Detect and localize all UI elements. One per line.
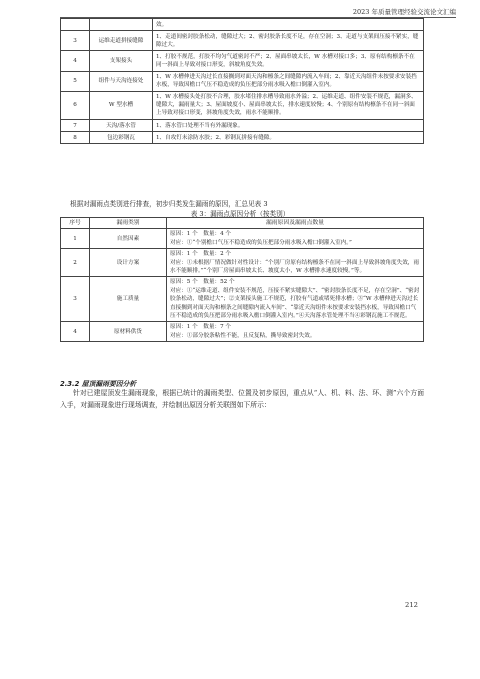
row-category (90, 19, 153, 31)
row-description: 1、W 水槽接头处打胶不合理，胶水堵住排水槽导致雨水外溢；2、运维走道、组件安装不规范，漏洞多、缝隙大，漏雨量大；3、屋面坡度小、屋面串坡太长，排水速度较慢；4、个别原有结构檩条不在同一斜面上导致对接口形变，斜坡角度失效，雨水不能顺排。 (153, 91, 424, 119)
table-caption: 表 3：漏雨点原因分析（按类别） (190, 210, 290, 218)
row-description: 1、W 水槽伸进天沟过长直接搁到对面天沟和檩条之间缝隙内流入车间；2、靠近天沟组件未按要求安装挡水板，导致因檐口气压不稳造成的负压把部分雨水吸入檐口倒灌入室内。 (153, 71, 424, 91)
table-row (61, 31, 424, 51)
table-row (61, 132, 424, 144)
page-header: 2023 年质量管理经验交流论文汇编 (352, 8, 456, 16)
row-index: 1 (61, 229, 90, 249)
header-index: 序号 (61, 218, 90, 229)
lead-paragraph: 根据对漏雨点类别进行排查，初步归类发生漏雨的原因，汇总见表 3 (70, 200, 268, 208)
row-category: 包边彩钢瓦 (90, 132, 153, 144)
row-description: 原因：1 个 数量：4 个 对应：①“个别檐口气压不稳造成的负压把部分雨水吸入檐口倒灌入室内。” (167, 229, 424, 249)
row-index: 3 (61, 277, 90, 322)
row-index: 8 (61, 132, 90, 144)
section-heading: 2.3.2 屋顶漏雨要因分析 (60, 380, 137, 388)
row-index: 7 (61, 120, 90, 132)
table-row (61, 277, 424, 322)
table-header-row (61, 218, 424, 229)
row-category: 运维走道拼接缝隙 (90, 31, 153, 51)
table-row (61, 120, 424, 132)
row-description: 效。 (153, 19, 424, 31)
header-category: 漏雨类别 (90, 218, 167, 229)
row-index: 3 (61, 31, 90, 51)
cause-analysis-table (60, 217, 424, 342)
table-row (61, 51, 424, 71)
row-category: 支架接头 (90, 51, 153, 71)
body-paragraph: 针对已建屋顶发生漏雨现象，根据已统计的漏雨类型、位置及初步原因，重点从“人、机、料、法、环、测”六个方面入手，对漏雨现象进行现场调查，并绘制出原因分析关联图如下所示： (60, 389, 424, 409)
row-description: 1、打胶不规范，打胶不均匀气道密封不严；2、屋面串坡太长，W 水槽对接口多；3、原有结构檩条不在同一斜面上导致对接口形变，斜坡角度失效。 (153, 51, 424, 71)
row-category: 天沟/落水管 (90, 120, 153, 132)
table-row (61, 229, 424, 249)
page-number: 212 (405, 601, 418, 609)
row-category: 施工质量 (90, 277, 167, 322)
row-index: 5 (61, 71, 90, 91)
header-reason: 漏雨原因及漏雨点数量 (167, 218, 424, 229)
row-index: 4 (61, 322, 90, 342)
row-description: 1、落水管口处理不当有外漏现象。 (153, 120, 424, 132)
row-description: 1、自攻钉未涂防水胶；2、彩钢瓦拼接有缝隙。 (153, 132, 424, 144)
row-description: 原因：1 个 数量：2 个 对应：①未根据厂情况做针对性设计：“个别厂房原有结构檩条不在同一斜面上导致斜坡角度失效，雨水不能顺排。”“个别厂房屋面串坡太长、坡度太小，W 水槽排水速度较慢。”等。 (167, 249, 424, 277)
row-category: 原材料供货 (90, 322, 167, 342)
row-category: 组件与天沟连接处 (90, 71, 153, 91)
row-category: W 型水槽 (90, 91, 153, 119)
row-index: 2 (61, 249, 90, 277)
row-index: 4 (61, 51, 90, 71)
defect-location-table (60, 18, 424, 144)
row-index: 6 (61, 91, 90, 119)
table-row (61, 19, 424, 31)
row-description: 原因：1 个 数量：7 个 对应：①部分胶条粘性不能，且反复粘，撕导致密封失效。 (167, 322, 424, 342)
table-row (61, 249, 424, 277)
table-row (61, 91, 424, 119)
table-row (61, 322, 424, 342)
row-index (61, 19, 90, 31)
row-category: 设计方案 (90, 249, 167, 277)
row-description: 1、走道间密封胶条松动，缝隙过大；2、密封胶条长度不足，存在空洞；3、走道与支架间压接不紧实，缝隙过大。 (153, 31, 424, 51)
row-category: 自然因素 (90, 229, 167, 249)
row-description: 原因：5 个 数量：52 个 对应：①“运维走道、组件安装不规范，压接不紧实缝隙大”、“密封胶条长度不足，存在空洞”、“密封胶条松动，缝隙过大”；②支架接头施工不规范，打胶有气道或堵死排水槽；③“W 水槽伸进天沟过长直接搁到对面天沟和檩条之间缝隙内流入车间”、“靠近天沟组件未按要求安装挡水板，导致因檐口气压不稳造成的负压把部分雨水吸入檐口倒灌入室内。”④天沟落水管处理不当④彩钢瓦施工不规范。 (167, 277, 424, 322)
table-row (61, 71, 424, 91)
